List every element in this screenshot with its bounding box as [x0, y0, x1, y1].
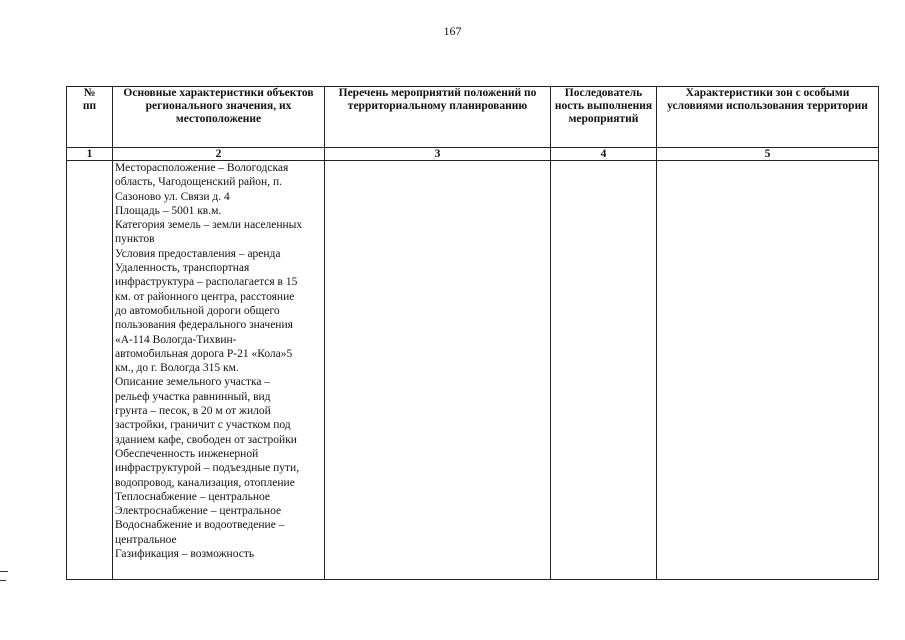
object-description-cell: [113, 161, 325, 580]
description-line: «А-114 Вологда-Тихвин-: [115, 333, 237, 346]
column-number-row: [67, 148, 879, 161]
row-number-cell: [67, 161, 113, 580]
description-line: Категория земель – земли населенных: [115, 219, 303, 232]
header-sequence: Последователь ность выполнения мероприятий: [551, 87, 657, 148]
description-line: рельеф участка равнинный, вид: [115, 390, 271, 403]
header-zones: Характеристики зон с особыми условиями использования территории: [657, 87, 879, 148]
description-line: пользования федерального значения: [115, 319, 293, 332]
description-line: инфраструктурой – подъездные пути,: [115, 462, 300, 475]
description-line: до автомобильной дороги общего: [115, 304, 280, 317]
column-number: 4: [551, 148, 657, 161]
object-description: [115, 161, 322, 561]
description-line: инфраструктура – располагается в 15: [115, 276, 298, 289]
column-number: 1: [67, 148, 113, 161]
column-number: 2: [113, 148, 325, 161]
margin-mark: [0, 580, 6, 581]
description-line: область, Чагодощенский район, п.: [115, 176, 282, 189]
regional-objects-table: [66, 86, 879, 580]
column-number: 5: [657, 148, 879, 161]
table-row: [67, 161, 879, 580]
description-line: застройки, граничит с участком под: [115, 419, 291, 432]
description-line: водопровод, канализация, отопление: [115, 476, 295, 489]
description-line: Сазоново ул. Связи д. 4: [115, 190, 230, 203]
margin-mark: [0, 571, 8, 572]
header-number: [67, 87, 113, 148]
header-measures: Перечень мероприятий положений по территориальному планированию: [325, 87, 551, 148]
measures-cell: [325, 161, 551, 580]
column-number: 3: [325, 148, 551, 161]
description-line: км., до г. Вологда 315 км.: [115, 362, 239, 375]
description-line: Электроснабжение – центральное: [115, 505, 282, 518]
description-line: Месторасположение – Вологодская: [115, 162, 289, 174]
description-line: Описание земельного участка –: [115, 376, 271, 389]
zones-cell: [657, 161, 879, 580]
description-line: грунта – песок, в 20 м от жилой: [115, 405, 271, 418]
description-line: пунктов: [115, 233, 155, 246]
description-line: Площадь – 5001 кв.м.: [115, 204, 222, 217]
description-line: Водоснабжение и водоотведение –: [115, 519, 285, 532]
description-line: Теплоснабжение – центральное: [115, 490, 271, 503]
header-row: [67, 87, 879, 148]
description-line: Удаленность, транспортная: [115, 262, 250, 275]
header-characteristics: Основные характеристики объектов регионального значения, их местоположение: [113, 87, 325, 148]
sequence-cell: [551, 161, 657, 580]
description-line: зданием кафе, свободен от застройки: [115, 433, 297, 446]
header-number-label: № пп: [82, 87, 97, 112]
description-line: км. от районного центра, расстояние: [115, 290, 295, 303]
description-line: центральное: [115, 533, 177, 546]
description-line: Газификация – возможность: [115, 548, 255, 561]
description-line: автомобильная дорога Р-21 «Кола»5: [115, 347, 293, 360]
description-line: Условия предоставления – аренда: [115, 247, 281, 260]
description-line: Обеспеченность инженерной: [115, 447, 259, 460]
page-number: 167: [443, 24, 462, 38]
